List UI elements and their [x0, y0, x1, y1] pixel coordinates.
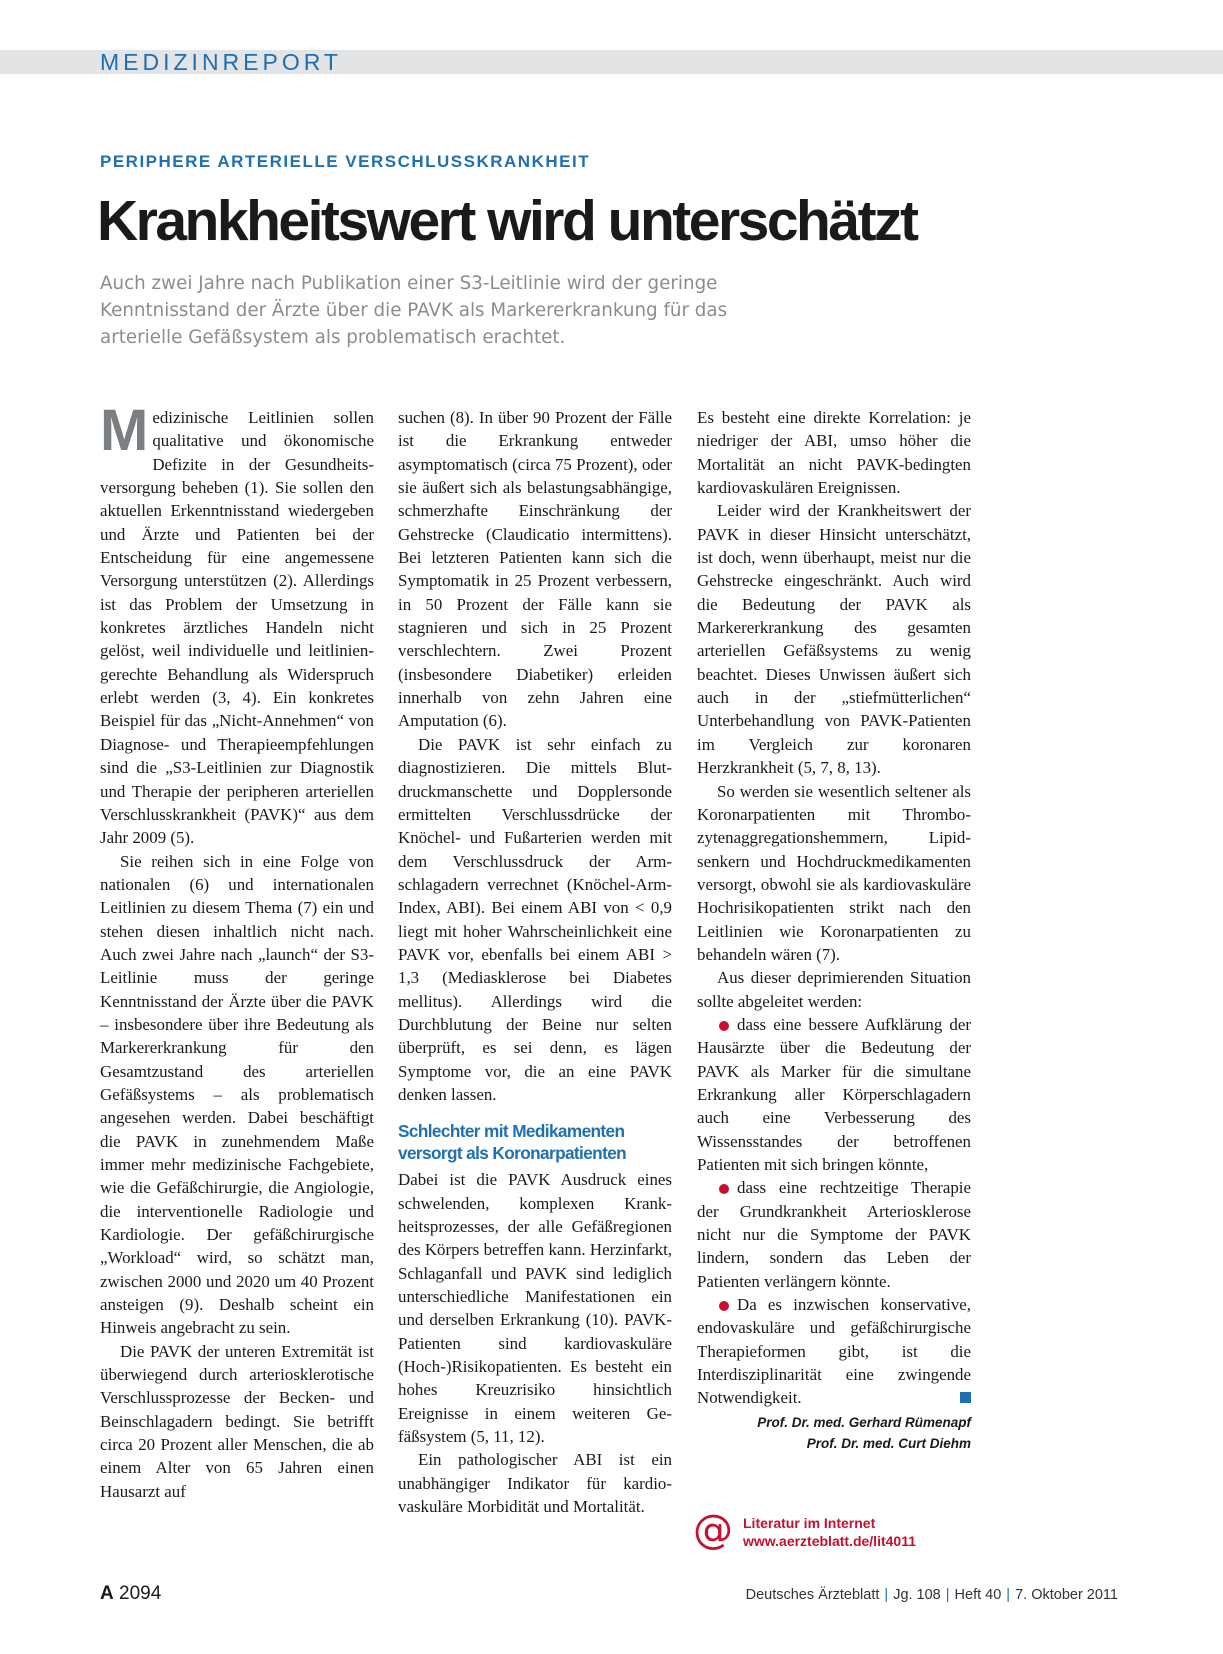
- paragraph-text: edizinische Leitlinien sollen qualitative und ökonomische Defizite in der Gesundheitsversorgung beheben (1). Sie sollen den aktuellen Erkenntnisstand wiedergeben und Ärzte und Patienten bei der Entscheidung für eine angemessene Versorgung unterstützen (2). Allerdings ist das Problem der Umsetzung in konkretes ärztliches Handeln nicht gelöst, weil individuelle und leitlinien-gerechte Behandlung als Widerspruch erlebt werden (3, 4). Ein konkretes Beispiel für das „Nicht-Annehmen“ von Diagnose- und Therapieempfehlungen sind die „S3-Leitlinien zur Diagnostik und Therapie der peripheren arteriellen Verschlusskrankheit (PAVK)“ aus dem Jahr 2009 (5).: [100, 408, 374, 848]
- drop-cap: M: [100, 398, 149, 463]
- body-paragraph: Dabei ist die PAVK Ausdruck eines schwelenden, komplexen Krankheitsprozesses, der alle Gefäßregionen des Körpers betreffen kann. Herzinfarkt, Schlaganfall und PAVK sind lediglich unterschiedliche Manifestationen ein und derselben Erkrankung (10). PAVK-Patienten sind kardiovaskuläre (Hoch-)Risikopatienten. Es besteht ein hohes Kreuzrisiko hinsichtlich Ereignisse in einem weiteren Gefäßsystem (5, 11, 12).: [398, 1170, 672, 1447]
- bullet-dot-icon: [719, 1301, 729, 1311]
- body-paragraph: Es besteht eine direkte Korrelation: je niedriger der ABI, umso höher die Mortalität an nicht PAVK-bedingten kardiovaskulären Ereignissen.: [697, 408, 971, 498]
- text-column-3: [697, 406, 971, 1454]
- body-paragraph: Aus dieser deprimierenden Situation sollte abgeleitet werden:: [697, 968, 971, 1011]
- literature-url-link[interactable]: www.aerzteblatt.de/lit4011: [743, 1533, 916, 1549]
- author-name: Prof. Dr. med. Gerhard Rümenapf: [757, 1414, 971, 1430]
- page-number-value: 2094: [119, 1583, 162, 1604]
- footer-separator: |: [945, 1587, 950, 1603]
- bullet-dot-icon: [719, 1021, 729, 1031]
- page-number: [100, 1583, 161, 1605]
- text-column-1: [100, 398, 374, 1503]
- literature-label: Literatur im Internet: [743, 1515, 876, 1531]
- article-kicker: PERIPHERE ARTERIELLE VERSCHLUSSKRANKHEIT: [100, 152, 591, 171]
- author-name: Prof. Dr. med. Curt Diehm: [806, 1435, 971, 1451]
- body-paragraph: Ein pathologischer ABI ist ein unabhängiger Indikator für kardiovaskuläre Morbidität und Mortalität.: [398, 1450, 672, 1517]
- author-credits: [697, 1412, 971, 1454]
- body-paragraph: Leider wird der Krankheitswert der PAVK in dieser Hinsicht unterschätzt, ist doch, wenn überhaupt, meist nur die Gehstrecke eingeschränkt. Auch wird die Bedeutung der PAVK als Markererkrankung des gesamten arteriellen Gefäßsystems zu wenig beachtet. Dieses Unwissen äußert sich auch in der „stiefmütterlichen“ Unterbehandlung von PAVK-Patienten im Vergleich zur koronaren Herzkrankheit (5, 7, 8, 13).: [697, 501, 971, 778]
- page-prefix: A: [100, 1583, 114, 1604]
- literature-link-box[interactable]: [693, 1507, 983, 1558]
- bullet-dot-icon: [719, 1184, 729, 1194]
- journal-name: Deutsches Ärzteblatt: [745, 1587, 880, 1603]
- footer-separator: |: [1006, 1587, 1011, 1603]
- literature-text: [743, 1514, 916, 1550]
- body-paragraph: [100, 398, 374, 850]
- bullet-item: [697, 1176, 971, 1293]
- bullet-text: dass eine bessere Aufklärung der Hausärzte über die Bedeutung der PAVK als Marker für die simultane Erkrankung aller Körperschlagadern auch eine Verbesserung des Wissensstandes der betroffenen Patienten mit sich bringen könnte,: [697, 1014, 971, 1174]
- bullet-item: [697, 1013, 971, 1176]
- article-standfirst: [100, 270, 860, 351]
- standfirst-line: Kenntnisstand der Ärzte über die PAVK als Markererkrankung für das: [100, 300, 728, 321]
- standfirst-line: Auch zwei Jahre nach Publikation einer S3-Leitlinie wird der geringe: [100, 273, 718, 294]
- text-column-2: [398, 406, 672, 1518]
- bullet-item: [697, 1293, 971, 1410]
- journal-volume: Jg. 108: [893, 1587, 941, 1603]
- article-headline: Krankheitswert wird unterschätzt: [97, 189, 917, 253]
- end-mark-icon: [960, 1392, 971, 1403]
- standfirst-line: arterielle Gefäßsystem als problematisch erachtet.: [100, 327, 566, 348]
- at-sign-icon: @: [693, 1507, 733, 1553]
- bullet-text: Da es inzwischen konservative, endovaskuläre und gefäßchirurgische Therapieformen gibt, ist die Interdisziplinarität eine zwingende Notwendigkeit.: [697, 1295, 971, 1408]
- body-paragraph: Sie reihen sich in eine Folge von nationalen (6) und internationalen Leitlinien zu diesem Thema (7) ein und stehen diesen inhaltlich nicht nach. Auch zwei Jahre nach „launch“ der S3-Leitlinie muss der geringe Kenntnisstand der Ärzte über die PAVK – insbesondere über ihre Bedeutung als Markererkrankung für den Gesamtzustand des arteriellen Gefäßsystems – als problematisch angesehen werden. Dabei beschäftigt die PAVK in zunehmendem Maße immer mehr medizinische Fachgebiete, wie die Gefäßchirurgie, die Angiologie, die interventionelle Radiologie und Kardiologie. Der gefäßchirurgische „Workload“ wird, so schätzt man, zwischen 2000 und 2020 um 40 Prozent ansteigen (9). Deshalb scheint ein Hinweis angebracht zu sein.: [100, 851, 374, 1338]
- journal-issue: Heft 40: [954, 1587, 1002, 1603]
- body-paragraph: suchen (8). In über 90 Prozent der Fälle ist die Erkrankung entweder asymptomatisch (circa 75 Prozent), oder sie äußert sich als belastungsabhängige, schmerzhafte Einschränkung der Gehstrecke (Claudicatio intermittens). Bei letzteren Patienten kann sich die Symptomatik in 25 Prozent verbessern, in 50 Prozent der Fälle kann sie stagnieren und sich in 25 Prozent verschlechtern. Zwei Prozent (insbesondere Diabetiker) erleiden innerhalb von zehn Jahren eine Amputation (6).: [398, 408, 672, 731]
- body-paragraph: So werden sie wesentlich seltener als Koronarpatienten mit Thrombozytenaggregationshemmern, Lipidsenkern und Hochdruckmedikamenten versorgt, obwohl sie als kardiovaskuläre Hochrisikopatienten strikt nach den Leitlinien wie Koronarpatienten zu behandeln wären (7).: [697, 781, 971, 964]
- footer-separator: |: [884, 1587, 889, 1603]
- body-paragraph: Die PAVK ist sehr einfach zu diagnostizieren. Die mittels Blutdruckmanschette und Dopplersonde ermittelten Verschlussdrücke der Knöchel- und Fußarterien werden mit dem Verschlussdruck der Armschlagadern verrechnet (Knöchel-Arm-Index, ABI). Bei einem ABI von < 0,9 liegt mit hoher Wahrscheinlichkeit eine PAVK vor, ebenfalls bei einem ABI > 1,3 (Mediasklerose bei Diabetes mellitus). Allerdings wird die Durchblutung der Beine nur selten überprüft, es sei denn, es lägen Symptome vor, die an eine PAVK denken lassen.: [398, 734, 672, 1104]
- bullet-text: dass eine rechtzeitige Therapie der Grundkrankheit Arteriosklerose nicht nur die Symptome der PAVK lindern, sondern das Leben der Patienten verlängern könnte.: [697, 1178, 971, 1291]
- journal-footer: [746, 1587, 1118, 1603]
- article-subheading: Schlechter mit Medikamenten versorgt als Koronarpatienten: [398, 1121, 627, 1164]
- journal-date: 7. Oktober 2011: [1015, 1587, 1118, 1603]
- section-label: MEDIZINREPORT: [100, 49, 342, 75]
- body-paragraph: Die PAVK der unteren Extremität ist überwiegend durch arteriosklerotische Verschlussprozesse der Becken- und Beinschlagadern bedingt. Sie betrifft circa 20 Prozent aller Menschen, die ab einem Alter von 65 Jahren einen Hausarzt auf: [100, 1341, 374, 1501]
